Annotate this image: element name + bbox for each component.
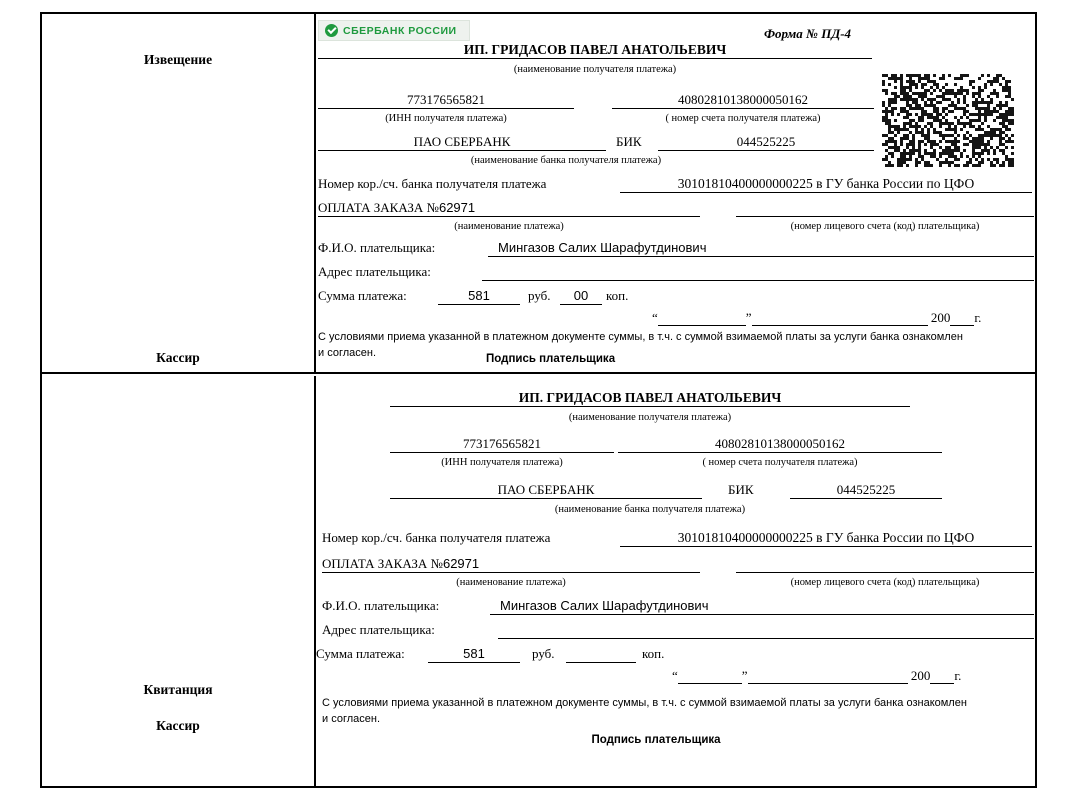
personal-account-blank [736, 554, 1034, 573]
account-caption: ( номер счета получателя платежа) [702, 457, 858, 468]
account-value: 40802810138000050162 [618, 434, 942, 453]
payer-name-value: Мингазов Салих Шарафутдинович [488, 238, 1034, 257]
personal-account-caption: (номер лицевого счета (код) плательщика) [790, 577, 980, 588]
payment-purpose-value: 62971 [438, 200, 476, 215]
bik-label: БИК [616, 134, 642, 149]
payment-caption: (наименование платежа) [454, 221, 564, 232]
corr-account-label: Номер кор./сч. банка получателя платежа [322, 530, 551, 545]
personal-account-blank [736, 198, 1034, 217]
notice-title: Извещение [143, 52, 213, 67]
receipt-cashier-label: Кассир [156, 718, 200, 733]
notice-stub [42, 14, 316, 372]
bik-value: 044525225 [658, 132, 874, 151]
notice-content [316, 14, 1035, 372]
year-prefix: 200 [910, 668, 931, 683]
recipient-caption: (наименование получателя платежа) [568, 412, 732, 423]
account-value: 40802810138000050162 [612, 90, 874, 109]
date-month-blank [752, 313, 928, 326]
sberbank-logo-icon [325, 24, 338, 37]
payer-address-blank [498, 620, 1034, 639]
year-suffix: г. [954, 668, 962, 683]
date-day-blank [678, 671, 742, 684]
notice-cashier-label: Кассир [156, 350, 200, 365]
payer-name-label: Ф.И.О. плательщика: [318, 240, 436, 255]
date-line [672, 668, 961, 684]
bank-name: ПАО СБЕРБАНК [390, 480, 702, 499]
payer-name-value: Мингазов Салих Шарафутдинович [490, 596, 1034, 615]
year-blank [930, 671, 954, 684]
date-day-blank [658, 313, 746, 326]
bik-value: 044525225 [790, 480, 942, 499]
amount-label: Сумма платежа: [316, 646, 405, 661]
recipient-caption: (наименование получателя платежа) [513, 64, 677, 75]
date-line [652, 310, 981, 326]
personal-account-caption: (номер лицевого счета (код) плательщика) [790, 221, 980, 232]
receipt-stub [42, 376, 316, 786]
recipient-name: ИП. ГРИДАСОВ ПАВЕЛ АНАТОЛЬЕВИЧ [390, 388, 910, 407]
date-open-quote: “ [652, 310, 658, 325]
date-open-quote: “ [672, 668, 678, 683]
payer-name-label: Ф.И.О. плательщика: [322, 598, 440, 613]
payment-purpose-label: ОПЛАТА ЗАКАЗА № [318, 200, 439, 215]
inn-value: 773176565821 [318, 90, 574, 109]
payment-purpose-value: 62971 [442, 556, 480, 571]
amount-kop-value [566, 644, 636, 663]
date-month-blank [748, 671, 908, 684]
amount-label: Сумма платежа: [318, 288, 407, 303]
year-suffix: г. [974, 310, 982, 325]
payment-form [40, 12, 1037, 788]
payer-address-blank [482, 262, 1034, 281]
recipient-name: ИП. ГРИДАСОВ ПАВЕЛ АНАТОЛЬЕВИЧ [318, 40, 872, 59]
date-close-quote: ” [745, 310, 752, 325]
bank-caption: (наименование банка получателя платежа) [470, 155, 662, 166]
rub-label: руб. [528, 288, 551, 303]
payment-caption: (наименование платежа) [456, 577, 566, 588]
amount-rub-value: 581 [438, 286, 520, 305]
inn-caption: (ИНН получателя платежа) [441, 457, 563, 468]
corr-account-label: Номер кор./сч. банка получателя платежа [318, 176, 547, 191]
payer-signature-label: Подпись плательщика [591, 734, 721, 746]
payer-address-label: Адрес плательщика: [322, 622, 435, 637]
sberbank-logo-text: СБЕРБАНК РОССИИ [343, 24, 457, 37]
form-number: Форма № ПД-4 [764, 26, 852, 41]
bank-name: ПАО СБЕРБАНК [318, 132, 606, 151]
kop-label: коп. [642, 646, 665, 661]
corr-account-value: 30101810400000000225 в ГУ банка России по ЦФО [620, 174, 1032, 193]
amount-kop-value: 00 [560, 286, 602, 305]
payment-purpose [318, 198, 700, 217]
qr-code [882, 74, 1014, 168]
kop-label: коп. [606, 288, 629, 303]
receipt-content [316, 376, 1035, 786]
inn-value: 773176565821 [390, 434, 614, 453]
notice-section [42, 14, 1035, 374]
amount-rub-value: 581 [428, 644, 520, 663]
payment-purpose-label: ОПЛАТА ЗАКАЗА № [322, 556, 443, 571]
sberbank-logo [318, 20, 470, 41]
receipt-section [42, 376, 1035, 786]
bank-caption: (наименование банка получателя платежа) [554, 504, 746, 515]
terms-text: С условиями приема указанной в платежном документе суммы, в т.ч. с суммой взимаемой платы за услуги банка ознакомлен и согласен. [322, 697, 967, 725]
inn-caption: (ИНН получателя платежа) [385, 113, 507, 124]
terms-text: С условиями приема указанной в платежном документе суммы, в т.ч. с суммой взимаемой платы за услуги банка ознакомлен и согласен. [318, 331, 963, 359]
date-close-quote: ” [741, 668, 748, 683]
receipt-title: Квитанция [143, 682, 213, 697]
bik-label: БИК [728, 482, 754, 497]
year-prefix: 200 [930, 310, 951, 325]
rub-label: руб. [532, 646, 555, 661]
year-blank [950, 313, 974, 326]
payer-address-label: Адрес плательщика: [318, 264, 431, 279]
account-caption: ( номер счета получателя платежа) [665, 113, 821, 124]
corr-account-value: 30101810400000000225 в ГУ банка России по ЦФО [620, 528, 1032, 547]
payer-signature-label: Подпись плательщика [486, 353, 616, 365]
payment-purpose [322, 554, 700, 573]
